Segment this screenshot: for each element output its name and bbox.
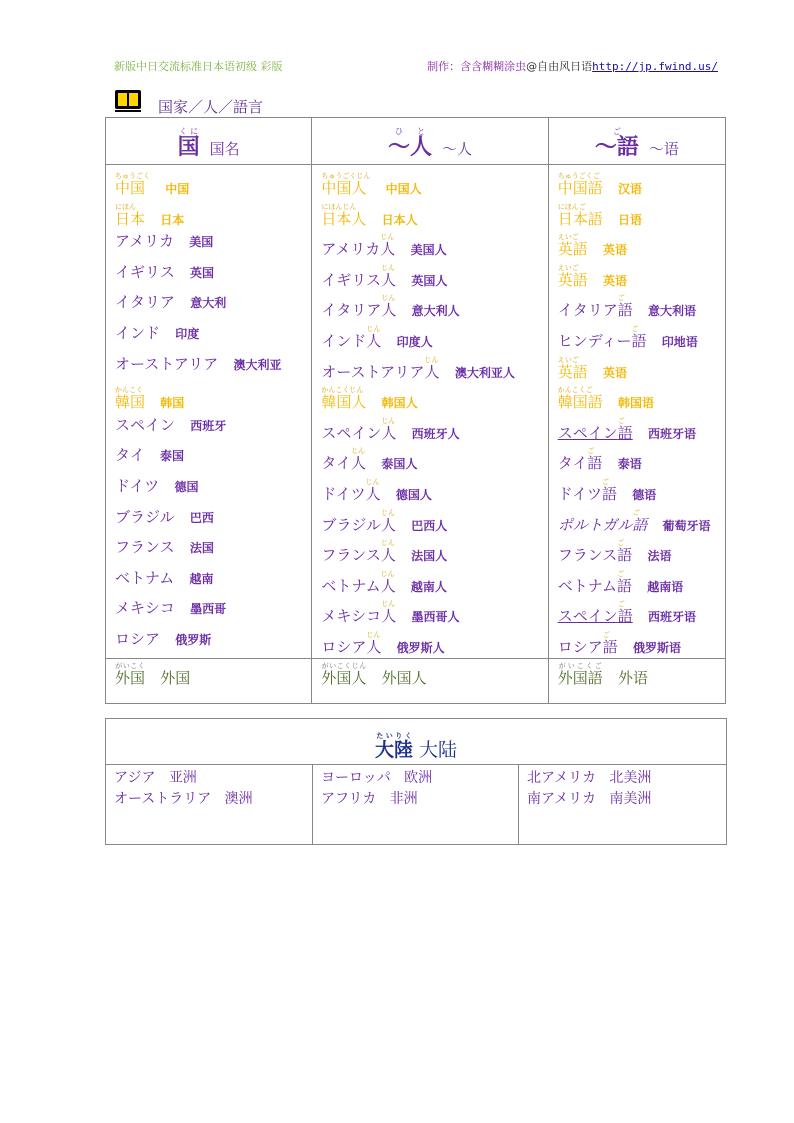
table-row — [558, 413, 725, 444]
table-row — [321, 168, 547, 199]
header-right — [427, 58, 718, 74]
japanese-term: 日本語にほんご — [557, 202, 603, 228]
japanese-term: 英語えいご — [557, 355, 588, 381]
chinese-translation: 日本 — [160, 212, 185, 227]
japanese-term: 韓国語かんこくご — [557, 386, 603, 412]
chinese-translation: 俄罗斯 — [175, 632, 212, 647]
table-row — [321, 505, 547, 536]
table-row — [115, 382, 311, 413]
chinese-translation: 意大利语 — [648, 304, 697, 319]
page-title: 国家／人／語言 — [158, 98, 264, 116]
japanese-term: ドイツ語ご — [557, 477, 617, 503]
japanese-term: ドイツ人じん — [321, 477, 381, 503]
japanese-term: 日本人にほんじん — [321, 202, 367, 228]
japanese-term: ブラジル人じん — [321, 508, 396, 534]
chinese-translation: 印度人 — [396, 334, 433, 349]
chinese-translation: 英语 — [602, 243, 627, 258]
chinese-translation: 印度 — [175, 326, 200, 341]
continent-item: 北アメリカ 北美洲 — [527, 770, 652, 786]
table-row — [558, 474, 725, 505]
chinese-translation: 印地语 — [661, 334, 698, 349]
chinese-translation: 英国 — [189, 265, 214, 280]
japanese-term: 英語えいご — [557, 233, 588, 259]
table-row — [115, 566, 311, 597]
table-row — [115, 321, 311, 352]
japanese-term: 中国ちゅうごく — [115, 172, 150, 197]
table-row — [558, 443, 725, 474]
table-row — [115, 352, 311, 383]
table-row — [115, 627, 311, 658]
chinese-translation: 英语 — [602, 365, 627, 380]
japanese-term: ブラジル — [115, 507, 175, 526]
chinese-translation: 韩国语 — [617, 396, 654, 411]
table-row — [115, 229, 311, 260]
japanese-term: フランス語ご — [557, 539, 633, 565]
continents-col-3 — [519, 765, 727, 845]
japanese-term: 英語えいご — [557, 263, 588, 289]
table-row — [321, 566, 547, 597]
chinese-translation: 越南语 — [647, 579, 684, 594]
chinese-translation: 德语 — [632, 487, 657, 502]
chinese-translation: 泰语 — [617, 457, 642, 472]
chinese-translation: 汉语 — [617, 182, 642, 196]
japanese-term: フランス — [115, 538, 175, 557]
table-row — [115, 260, 311, 291]
chinese-translation: 英国人 — [411, 273, 448, 288]
japanese-term: ポルトガル語ご — [557, 508, 648, 534]
chinese-translation: 英语 — [602, 273, 627, 288]
chinese-translation: 墨西哥人 — [411, 610, 460, 625]
continent-item: アジア 亚洲 — [114, 770, 197, 786]
table-row — [321, 352, 547, 383]
japanese-term: 日本にほん — [115, 202, 146, 228]
foreign-language: 外国語がいこくご 外语 — [557, 661, 648, 687]
chinese-translation: 澳大利亚人 — [454, 365, 515, 380]
header-person: ～人ひと～人 — [312, 118, 548, 165]
table-row — [321, 260, 547, 291]
japanese-term: ベトナム人じん — [321, 569, 396, 595]
continent-item: オーストラリア 澳洲 — [114, 791, 253, 807]
chinese-translation: 西班牙 — [190, 418, 227, 433]
chinese-translation: 越南 — [189, 571, 214, 586]
table-row — [321, 596, 547, 627]
japanese-term: スペイン人じん — [321, 416, 397, 442]
chinese-translation: 韩国人 — [381, 396, 418, 411]
japanese-term: ロシア人じん — [321, 630, 382, 656]
chinese-translation: 西班牙人 — [411, 426, 460, 441]
japanese-term: ヒンディー語ご — [557, 324, 647, 350]
continent-item: ヨーロッパ 欧洲 — [321, 770, 433, 786]
table-row — [321, 229, 547, 260]
table-row — [558, 627, 725, 658]
japanese-term: オーストアリア人じん — [321, 355, 440, 381]
chinese-translation: 德国 — [174, 479, 199, 494]
japanese-term: ドイツ — [115, 476, 160, 495]
japanese-term: ベトナム語ご — [557, 569, 632, 595]
table-row — [115, 290, 311, 321]
chinese-translation: 中国人 — [385, 182, 422, 196]
japanese-term: スペイン — [115, 415, 176, 434]
continents-col-2 — [313, 765, 519, 845]
japanese-term: オーストアリア — [115, 354, 219, 373]
japanese-term: タイ語ご — [557, 447, 603, 473]
header-language: ～語ご～语 — [548, 118, 725, 165]
table-row — [558, 535, 725, 566]
foreign-country: 外国がいこく 外国 — [115, 661, 191, 687]
japanese-term: 韓国かんこく — [115, 386, 146, 412]
table-row — [115, 168, 311, 199]
table-row — [558, 199, 725, 230]
japanese-term: ロシア — [115, 629, 161, 648]
continents-header: 大陸たいりく大陆 — [106, 719, 727, 765]
chinese-translation: 巴西 — [189, 510, 214, 525]
chinese-translation: 意大利 — [190, 296, 227, 311]
table-row — [558, 229, 725, 260]
vocab-table — [105, 117, 726, 704]
japanese-term: アメリカ人じん — [321, 233, 396, 259]
continents-col-1 — [106, 765, 313, 845]
table-row — [115, 413, 311, 444]
table-row — [558, 168, 725, 199]
table-row — [558, 566, 725, 597]
chinese-translation: 墨西哥 — [190, 602, 227, 617]
chinese-translation: 葡萄牙语 — [662, 518, 711, 533]
chinese-translation: 法国人 — [411, 549, 448, 564]
table-row — [321, 474, 547, 505]
table-row — [115, 474, 311, 505]
table-row — [115, 505, 311, 536]
japanese-term: 韓国人かんこくじん — [321, 386, 367, 412]
japanese-term: 中国語ちゅうごくご — [557, 172, 603, 197]
japanese-term: フランス人じん — [321, 539, 396, 565]
chinese-translation: 俄罗斯语 — [633, 640, 682, 655]
chinese-translation: 日语 — [617, 212, 642, 227]
chinese-translation: 俄罗斯人 — [396, 640, 445, 655]
continent-item: アフリカ 非洲 — [321, 791, 418, 807]
table-row — [321, 290, 547, 321]
table-row — [115, 596, 311, 627]
header-left-text: 新版中日交流标准日本语初级 彩版 — [114, 60, 283, 73]
japanese-term: メキシコ — [115, 599, 175, 618]
chinese-translation: 法语 — [647, 549, 672, 564]
table-row — [558, 596, 725, 627]
japanese-term: 中国人ちゅうごくじん — [321, 172, 371, 197]
header-link[interactable]: http://jp.fwind.us/ — [592, 60, 718, 73]
japanese-term: イギリス人じん — [321, 263, 397, 289]
chinese-translation: 泰国 — [159, 449, 184, 464]
country-column — [106, 165, 311, 658]
table-row — [321, 321, 547, 352]
continents-table — [105, 718, 727, 845]
book-icon — [115, 90, 141, 112]
chinese-translation: 日本人 — [381, 212, 418, 227]
japanese-term: インド — [115, 323, 161, 342]
table-row — [558, 352, 725, 383]
table-row — [115, 535, 311, 566]
table-row — [558, 290, 725, 321]
chinese-translation: 美国人 — [410, 243, 447, 258]
japanese-term: タイ人じん — [321, 447, 367, 473]
japanese-term: イタリア — [115, 293, 176, 312]
chinese-translation: 中国 — [165, 182, 190, 196]
japanese-term: ロシア語ご — [557, 630, 618, 656]
table-row — [321, 443, 547, 474]
japanese-term: ベトナム — [115, 568, 175, 587]
chinese-translation: 意大利人 — [411, 304, 460, 319]
table-row — [115, 443, 311, 474]
japanese-term: イタリア語ご — [557, 294, 633, 320]
header-author: 制作：含含糊糊涂虫 — [427, 60, 527, 73]
table-row — [558, 505, 725, 536]
chinese-translation: 澳大利亚 — [233, 357, 282, 372]
title-bar — [115, 84, 263, 117]
header-country: 国くに国名 — [106, 118, 312, 165]
table-row — [558, 382, 725, 413]
japanese-term: イギリス — [115, 262, 175, 281]
header-site: @自由风日语 — [526, 60, 593, 73]
japanese-term: インド人じん — [321, 324, 382, 350]
chinese-translation: 巴西人 — [411, 518, 448, 533]
japanese-term: アメリカ — [115, 232, 174, 251]
language-column — [549, 165, 725, 658]
japanese-term: スペイン語ご — [557, 600, 633, 626]
chinese-translation: 德国人 — [395, 487, 432, 502]
chinese-translation: 美国 — [189, 235, 214, 250]
chinese-translation: 越南人 — [410, 579, 447, 594]
chinese-translation: 西班牙语 — [648, 426, 697, 441]
table-row — [321, 535, 547, 566]
continent-item: 南アメリカ 南美洲 — [527, 791, 652, 807]
chinese-translation: 西班牙语 — [648, 610, 697, 625]
table-row — [558, 321, 725, 352]
table-row — [321, 199, 547, 230]
chinese-translation: 韩国 — [160, 396, 185, 411]
japanese-term: スペイン語ご — [557, 416, 633, 442]
table-row — [115, 199, 311, 230]
japanese-term: イタリア人じん — [321, 294, 397, 320]
person-column — [312, 165, 547, 658]
japanese-term: メキシコ人じん — [321, 600, 397, 626]
table-row — [558, 260, 725, 291]
japanese-term: タイ — [115, 446, 145, 465]
table-row — [321, 627, 547, 658]
chinese-translation: 法国 — [189, 541, 214, 556]
table-row — [321, 382, 547, 413]
foreign-person: 外国人がいこくじん 外国人 — [321, 661, 427, 687]
chinese-translation: 泰国人 — [381, 457, 418, 472]
table-row — [321, 413, 547, 444]
